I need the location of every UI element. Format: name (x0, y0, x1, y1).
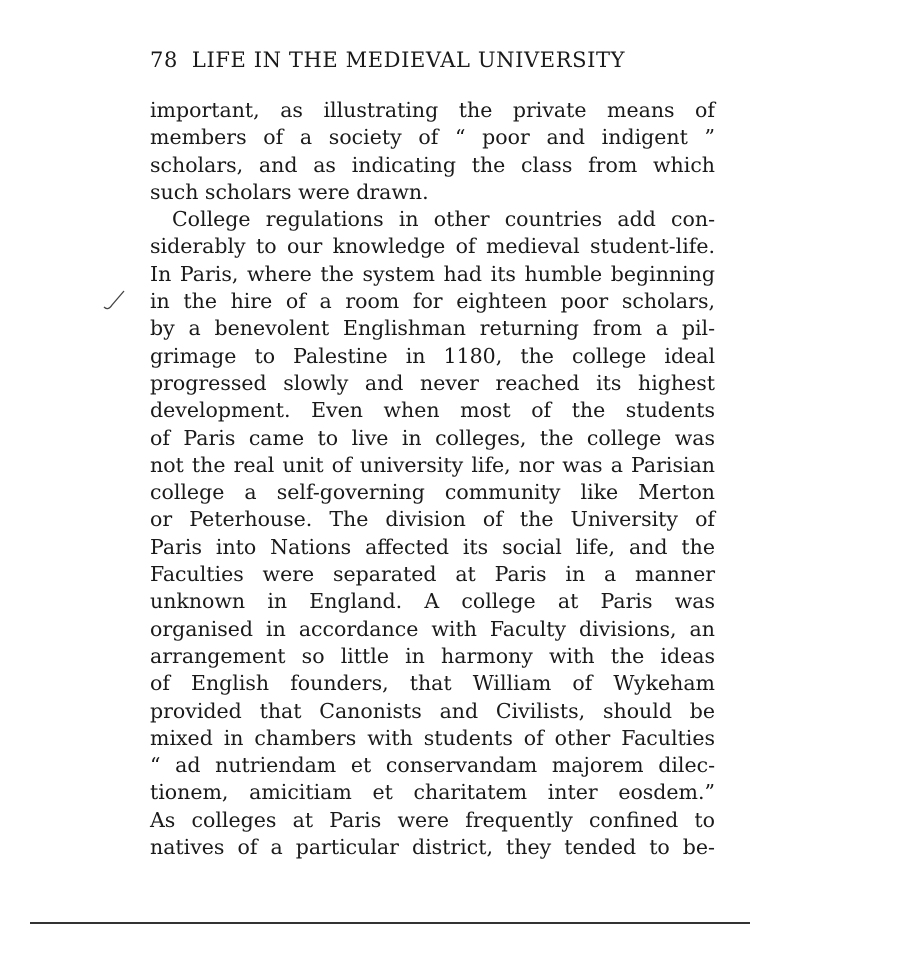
page-body-text (150, 97, 715, 861)
text-line: unknown in England. A college at Paris was (150, 589, 715, 614)
text-line: scholars, and as indicating the class from which (150, 152, 715, 177)
page-number: 78 (150, 48, 178, 72)
text-line: As colleges at Paris were frequently confined to (150, 807, 715, 832)
text-line: in the hire of a room for eighteen poor scholars, (150, 289, 715, 314)
running-title: LIFE IN THE MEDIEVAL UNIVERSITY (191, 48, 626, 72)
text-line: development. Even when most of the students (150, 398, 715, 423)
text-line: College regulations in other countries add con- (172, 207, 715, 232)
text-line: of English founders, that William of Wykeham (150, 671, 715, 696)
text-line: Paris into Nations affected its social life, and the (150, 534, 715, 559)
text-line: progressed slowly and never reached its highest (150, 370, 715, 395)
text-line: Faculties were separated at Paris in a manner (150, 562, 715, 587)
running-header (150, 48, 695, 72)
text-line: In Paris, where the system had its humble beginning (150, 261, 715, 286)
text-line: members of a society of “ poor and indigent ” (150, 125, 715, 150)
text-line: “ ad nutriendam et conservandam majorem dilec- (150, 753, 715, 778)
text-line: or Peterhouse. The division of the University of (150, 507, 715, 532)
text-line: such scholars were drawn. (150, 179, 429, 204)
text-line: organised in accordance with Faculty divisions, an (150, 616, 715, 641)
text-line: not the real unit of university life, nor was a Parisian (150, 452, 715, 477)
text-line: mixed in chambers with students of other Faculties (150, 725, 715, 750)
text-line: siderably to our knowledge of medieval student-life. (150, 234, 715, 259)
text-line: by a benevolent Englishman returning from a pil- (150, 316, 715, 341)
margin-checkmark-icon (100, 285, 130, 319)
text-line: of Paris came to live in colleges, the college was (150, 425, 715, 450)
text-line: tionem, amicitiam et charitatem inter eosdem.” (150, 780, 715, 805)
text-line: important, as illustrating the private means of (150, 98, 715, 122)
text-line: natives of a particular district, they tended to be- (150, 835, 715, 860)
text-line: college a self-governing community like Merton (150, 480, 715, 505)
bottom-rule (30, 922, 750, 924)
text-line: grimage to Palestine in 1180, the college ideal (150, 343, 715, 368)
text-line: provided that Canonists and Civilists, should be (150, 698, 715, 723)
text-line: arrangement so little in harmony with the ideas (150, 643, 715, 668)
